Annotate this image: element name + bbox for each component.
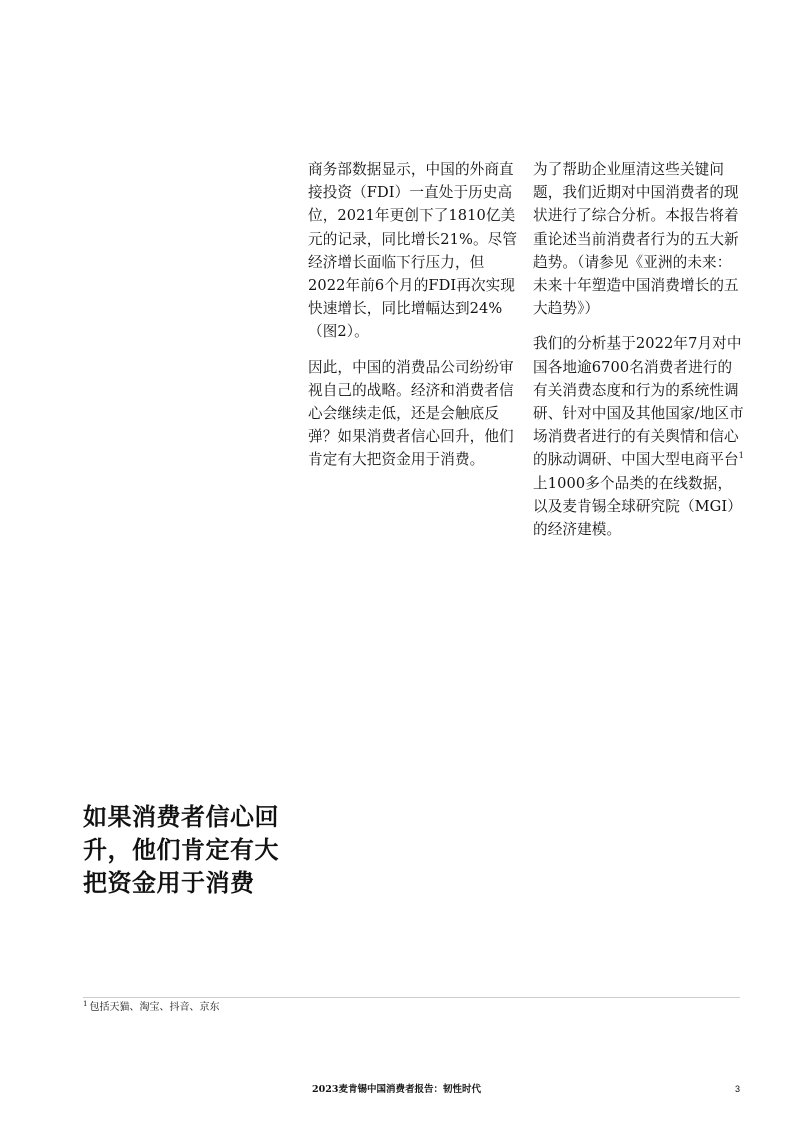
body-paragraph: 为了帮助企业厘清这些关键问题，我们近期对中国消费者的现状进行了综合分析。本报告将着重论述当前消费者行为的五大新趋势。（请参见《亚洲的未来：未来十年塑造中国消费增长的五大趋势》）	[533, 161, 739, 318]
footnote-divider	[83, 997, 740, 998]
footnote-reference: 1	[738, 451, 744, 461]
page-number: 3	[734, 1084, 740, 1094]
footnote-mark: 1	[83, 999, 88, 1008]
paragraph-text: 我们的分析基于2022年7月对中国各地逾6700名消费者进行的有关消费态度和行为的系统性调研、针对中国及其他国家/地区市场消费者进行的有关舆情和信心的脉动调研、中国大型电商平台	[533, 335, 744, 469]
footer-title: 2023麦肯锡中国消费者报告：韧性时代	[312, 1084, 481, 1095]
body-paragraph: 因此，中国的消费品公司纷纷审视自己的战略。经济和消费者信心会继续走低，还是会触底反弹？如果消费者信心回升，他们肯定有大把资金用于消费。	[308, 358, 514, 469]
footnote-text: 包括天猫、淘宝、抖音、京东	[89, 1002, 220, 1013]
pull-quote: 如果消费者信心回升，他们肯定有大把资金用于消费	[83, 802, 279, 897]
footnote	[83, 1001, 219, 1015]
paragraph-text: 上1000多个品类的在线数据，以及麦肯锡全球研究院（MGI）的经济建模。	[533, 474, 742, 539]
body-column-left	[308, 158, 520, 484]
body-column-right	[533, 158, 745, 553]
body-paragraph	[533, 332, 745, 541]
body-paragraph: 商务部数据显示，中国的外商直接投资（FDI）一直处于历史高位，2021年更创下了1810亿美元的记录，同比增长21%。尽管经济增长面临下行压力，但2022年前6个月的FDI再次实现快速增长，同比增幅达到24%（图2）。	[308, 161, 518, 341]
